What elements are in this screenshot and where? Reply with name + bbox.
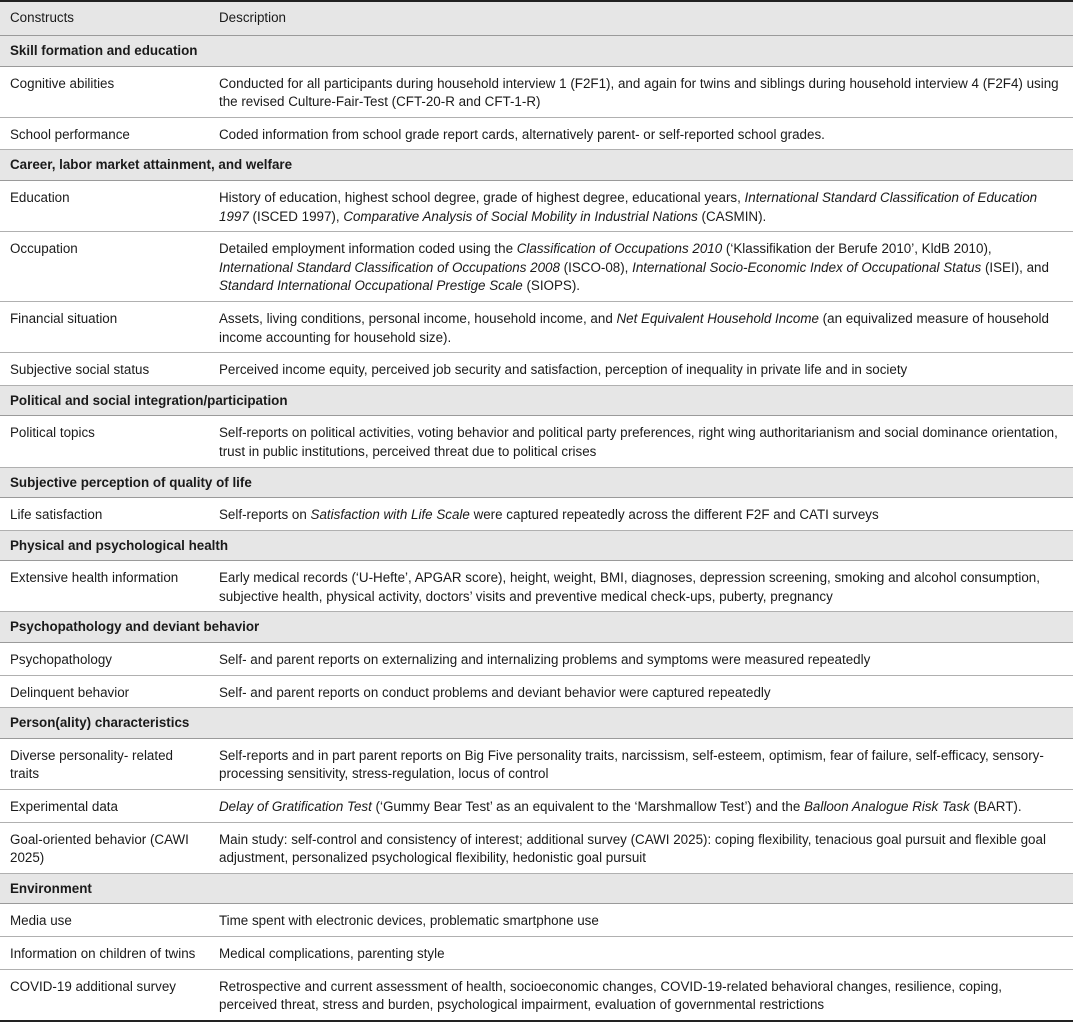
description-cell	[209, 180, 1073, 231]
description-italic-text: International Standard Classification of Occupations 2008	[219, 259, 560, 275]
description-cell	[209, 301, 1073, 352]
table-row	[0, 498, 1073, 531]
description-cell	[209, 738, 1073, 789]
construct-cell: Information on children of twins	[0, 937, 209, 970]
description-cell	[209, 498, 1073, 531]
description-text: Perceived income equity, perceived job security and satisfaction, perception of inequality in private life and in society	[219, 362, 908, 378]
description-italic-text: Standard International Occupational Prestige Scale	[219, 278, 523, 294]
description-cell	[209, 969, 1073, 1021]
section-title: Skill formation and education	[0, 36, 1073, 67]
table-row	[0, 301, 1073, 352]
construct-cell: Cognitive abilities	[0, 66, 209, 117]
table-row	[0, 675, 1073, 708]
table-row	[0, 822, 1073, 873]
description-cell	[209, 790, 1073, 823]
section-title: Political and social integration/participation	[0, 385, 1073, 416]
description-italic-text: Net Equivalent Household Income	[616, 310, 819, 326]
description-italic-text: Satisfaction with Life Scale	[310, 507, 470, 523]
section-title: Physical and psychological health	[0, 530, 1073, 561]
section-row	[0, 530, 1073, 561]
description-italic-text: Balloon Analogue Risk Task	[804, 799, 970, 815]
description-italic-text: Classification of Occupations 2010	[516, 241, 723, 257]
section-title: Career, labor market attainment, and welfare	[0, 150, 1073, 181]
table-row	[0, 790, 1073, 823]
description-text: (BART).	[969, 799, 1022, 815]
table-row	[0, 643, 1073, 676]
description-cell	[209, 822, 1073, 873]
description-text: Detailed employment information coded using the	[219, 241, 517, 257]
description-text: (SIOPS).	[522, 278, 581, 294]
description-italic-text: Delay of Gratification Test	[219, 799, 372, 815]
description-text: (ISEI), and	[981, 259, 1049, 275]
description-text: Self-reports and in part parent reports on Big Five personality traits, narcissism, self-esteem, optimism, fear of failure, self-efficacy, sensory-processing sensitivity, stress-regulation, locus of control	[219, 747, 1044, 782]
construct-cell: Occupation	[0, 232, 209, 302]
description-text: Time spent with electronic devices, problematic smartphone use	[219, 913, 599, 929]
construct-cell: Media use	[0, 904, 209, 937]
construct-cell: School performance	[0, 117, 209, 150]
table-row	[0, 904, 1073, 937]
description-italic-text: International Socio-Economic Index of Occupational Status	[632, 259, 982, 275]
description-cell	[209, 904, 1073, 937]
section-title: Person(ality) characteristics	[0, 708, 1073, 739]
table-row	[0, 969, 1073, 1021]
table-row	[0, 416, 1073, 467]
section-title: Subjective perception of quality of life	[0, 467, 1073, 498]
construct-cell: Diverse personality- related traits	[0, 738, 209, 789]
section-row	[0, 36, 1073, 67]
description-text: (CASMIN).	[697, 208, 767, 224]
table-row	[0, 66, 1073, 117]
section-row	[0, 467, 1073, 498]
description-text: Early medical records (‘U-Hefte’, APGAR score), height, weight, BMI, diagnoses, depression screening, smoking and alcohol consumption, subjective health, physical activity, doctors’ visits and preventive medical check-ups, puberty, pregnancy	[219, 570, 1040, 604]
description-text: Conducted for all participants during household interview 1 (F2F1), and again for twins and siblings during household interview 4 (F2F4) using the revised Culture-Fair-Test (CFT-20-R and CFT-1-R)	[219, 75, 1059, 110]
description-text: (‘Gummy Bear Test’ as an equivalent to the ‘Marshmallow Test’) and the	[371, 799, 804, 815]
construct-cell: Financial situation	[0, 301, 209, 352]
description-text: (an equivalized measure of household income accounting for household size).	[219, 310, 1049, 345]
section-row	[0, 873, 1073, 904]
description-text: Self-reports on	[219, 507, 311, 523]
description-text: Medical complications, parenting style	[219, 946, 445, 961]
table-row	[0, 353, 1073, 386]
description-cell	[209, 66, 1073, 117]
section-row	[0, 385, 1073, 416]
section-row	[0, 612, 1073, 643]
table-header-row	[0, 1, 1073, 36]
description-text: (ISCO-08),	[559, 259, 633, 275]
description-text: (ISCED 1997),	[248, 208, 344, 224]
description-text: History of education, highest school degree, grade of highest degree, educational years,	[219, 189, 745, 205]
construct-cell: Political topics	[0, 416, 209, 467]
description-cell	[209, 561, 1073, 612]
description-text: were captured repeatedly across the different F2F and CATI surveys	[469, 507, 879, 523]
table-row	[0, 117, 1073, 150]
construct-cell: Education	[0, 180, 209, 231]
section-row	[0, 708, 1073, 739]
construct-cell: Extensive health information	[0, 561, 209, 612]
construct-cell: Experimental data	[0, 790, 209, 823]
construct-cell: COVID-19 additional survey	[0, 969, 209, 1021]
construct-cell: Psychopathology	[0, 643, 209, 676]
description-text: Coded information from school grade report cards, alternatively parent- or self-reported school grades.	[219, 126, 825, 142]
description-cell	[209, 416, 1073, 467]
description-text: (‘Klassifikation der Berufe 2010’, KldB 2010),	[722, 241, 992, 257]
description-text: Retrospective and current assessment of health, socioeconomic changes, COVID-19-related behavioral changes, resilience, coping, perceived threat, stress and burden, psychological impairment, evaluation of governmental restrictions	[219, 978, 1003, 1013]
section-row	[0, 150, 1073, 181]
description-cell	[209, 643, 1073, 676]
description-cell	[209, 675, 1073, 708]
description-cell	[209, 353, 1073, 386]
section-title: Environment	[0, 873, 1073, 904]
description-cell	[209, 937, 1073, 970]
header-description: Description	[209, 1, 1073, 36]
construct-cell: Goal-oriented behavior (CAWI 2025)	[0, 822, 209, 873]
header-constructs: Constructs	[0, 1, 209, 36]
description-text: Main study: self-control and consistency of interest; additional survey (CAWI 2025): coping flexibility, tenacious goal pursuit and flexible goal adjustment, personalized psychological flexibility, hedonistic goal pursuit	[219, 831, 1046, 866]
construct-cell: Delinquent behavior	[0, 675, 209, 708]
description-text: Self- and parent reports on conduct problems and deviant behavior were captured repeatedly	[219, 684, 771, 700]
description-italic-text: International Standard Classification of Education 1997	[219, 189, 1038, 224]
description-italic-text: Comparative Analysis of Social Mobility in Industrial Nations	[343, 208, 698, 224]
description-cell	[209, 117, 1073, 150]
table-row	[0, 180, 1073, 231]
table-row	[0, 232, 1073, 302]
table-body	[0, 36, 1073, 1021]
description-text: Self-reports on political activities, voting behavior and political party preferences, right wing authoritarianism and social dominance orientation, trust in public institutions, perceived threat due to political crises	[219, 425, 1058, 459]
table-row	[0, 937, 1073, 970]
description-text: Assets, living conditions, personal income, household income, and	[219, 310, 617, 326]
construct-cell: Subjective social status	[0, 353, 209, 386]
description-text: Self- and parent reports on externalizing and internalizing problems and symptoms were measured repeatedly	[219, 652, 871, 668]
table-row	[0, 561, 1073, 612]
section-title: Psychopathology and deviant behavior	[0, 612, 1073, 643]
construct-cell: Life satisfaction	[0, 498, 209, 531]
table-row	[0, 738, 1073, 789]
description-cell	[209, 232, 1073, 302]
